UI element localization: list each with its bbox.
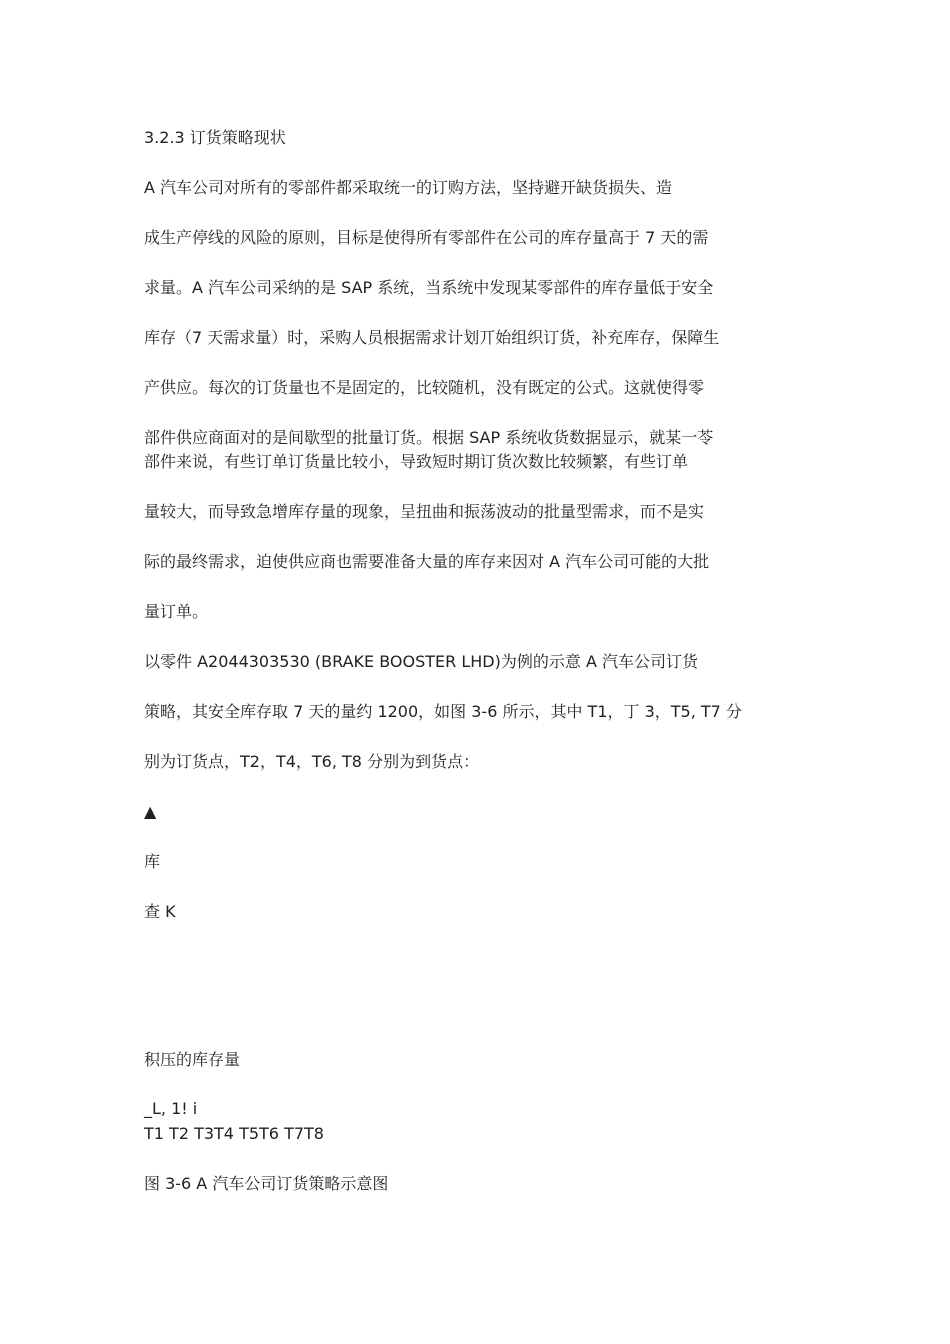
figure-axis-label-1: 库: [144, 852, 161, 871]
paragraph1-line-4: 库存（7 天需求量）时，采购人员根据需求计划丌始组织订货，补充库存，保障生: [144, 328, 720, 347]
paragraph2-line-3: 别为订货点，T2，T4，T6, T8 分别为到货点：: [144, 752, 480, 771]
figure-marks: _L, 1! i: [144, 1099, 198, 1118]
figure-time-labels: T1 T2 T3T4 T5T6 T7T8: [144, 1124, 324, 1143]
axis-arrow-icon: ▲: [144, 802, 157, 821]
paragraph1-line-8: 量较大，而导致急增库存量的现象，呈扭曲和振荡波动的批量型需求，而不是实: [144, 502, 705, 521]
paragraph1-line-5: 产供应。每次的订货量也不是固定的，比较随机，没有既定的公式。这就使得零: [144, 378, 705, 397]
paragraph1-line-3: 求量。A 汽车公司采纳的是 SAP 系统，当系统中发现某零部件的库存量低于安全: [144, 278, 714, 297]
paragraph1-line-9: 际的最终需求，迫使供应商也需要准备大量的库存来因对 A 汽车公司可能的大批: [144, 552, 710, 571]
paragraph1-line-10: 量订单。: [144, 602, 209, 621]
paragraph2-line-1: 以零件 A2044303530 (BRAKE BOOSTER LHD)为例的示意 A 汽车公司订货: [144, 652, 698, 671]
figure-annotation: 积压的库存量: [144, 1050, 241, 1069]
section-heading: 3.2.3 订货策略现状: [144, 128, 286, 147]
paragraph2-line-2: 策略，其安全库存取 7 天的量约 1200，如图 3-6 所示，其中 T1，丁 3，T5, T7 分: [144, 702, 742, 721]
paragraph1-line-7: 部件来说，有些订单订货量比较小，导致短时期订货次数比较频繁，有些订单: [144, 452, 689, 471]
paragraph1-line-2: 成生产停线的风险的原则，目标是使得所有零部件在公司的库存量高于 7 天的需: [144, 228, 709, 247]
paragraph1-line-1: A 汽车公司对所有的零部件都采取统一的订购方法，坚持避开缺货损失、造: [144, 178, 673, 197]
paragraph1-line-6: 部件供应商面对的是间歇型的批量订货。根据 SAP 系统收货数据显示，就某一苓: [144, 428, 714, 447]
figure-axis-label-2: 查 K: [144, 902, 176, 921]
figure-caption: 图 3-6 A 汽车公司订货策略示意图: [144, 1174, 389, 1193]
